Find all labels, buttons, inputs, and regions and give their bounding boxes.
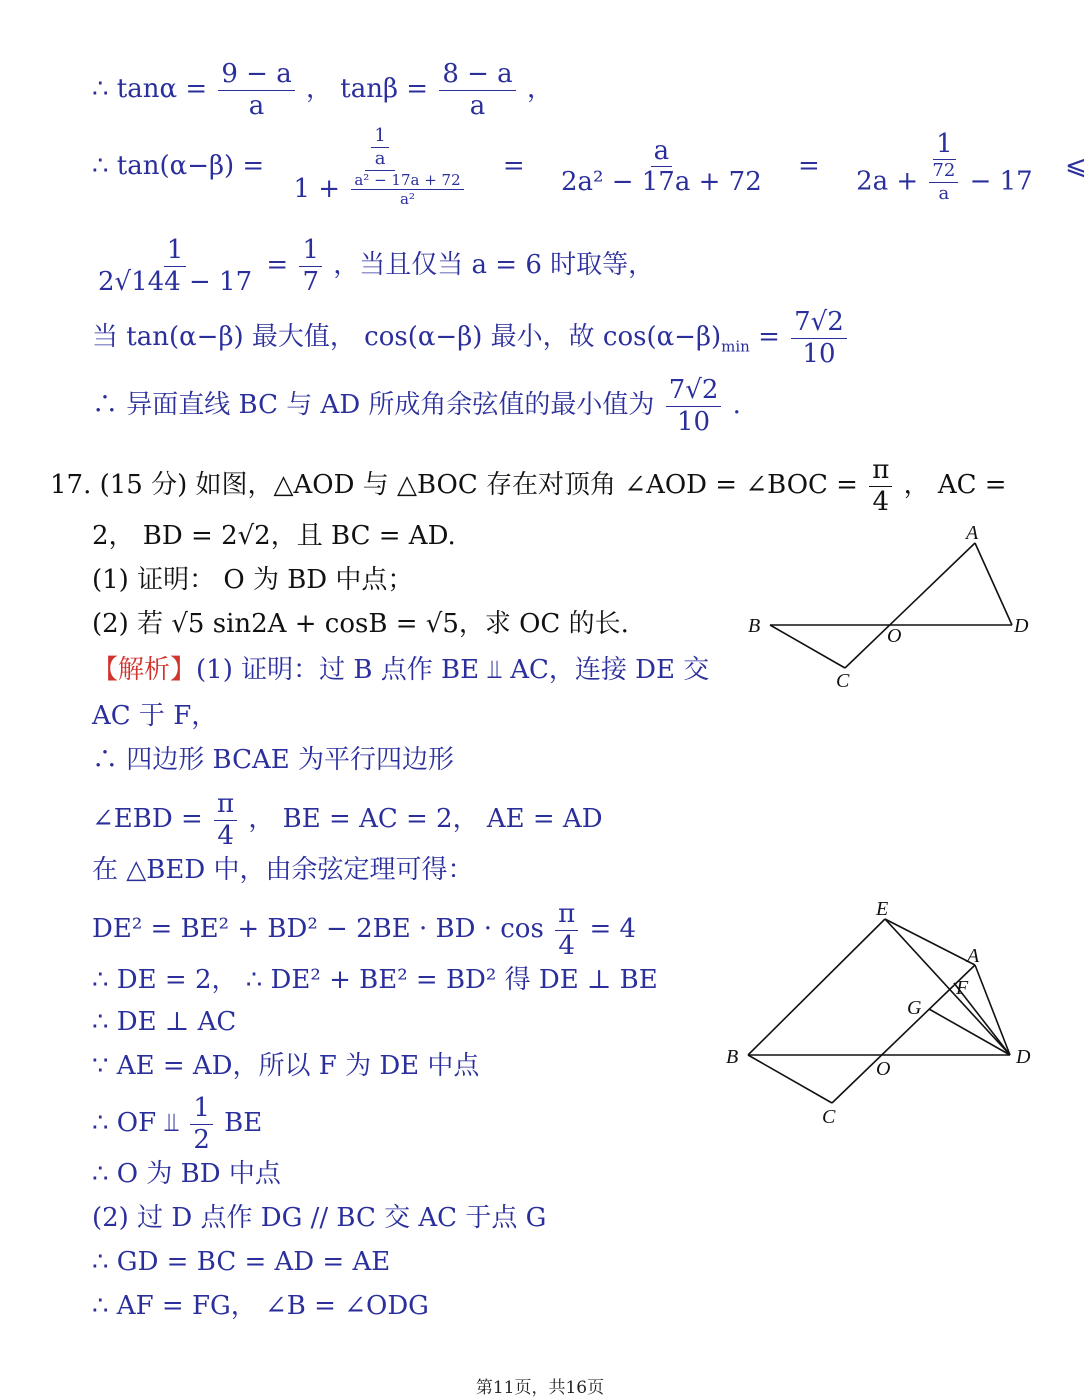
analysis-line-9: ∵ AE = AD，所以 F 为 DE 中点 xyxy=(92,1051,480,1081)
analysis-line-10: ∴ OF ⫫ $\frac{1}{2}$ BE xyxy=(92,1093,263,1155)
label-O: O xyxy=(876,1058,891,1080)
problem-17-line-2: 2， BD = 2√2，且 BC = AD. xyxy=(92,521,456,551)
analysis-line-12: (2) 过 D 点作 DG // BC 交 AC 于点 G xyxy=(92,1203,547,1233)
label-C: C xyxy=(822,1106,836,1128)
label-A: A xyxy=(966,522,979,544)
analysis-line-2: AC 于 F， xyxy=(92,701,218,731)
problem-17-question-2: (2) 若 √5 sin2A + cosB = √5，求 OC 的长. xyxy=(92,609,629,639)
analysis-line-1: 【解析】(1) 证明：过 B 点作 BE ⫫ AC，连接 DE 交 xyxy=(92,655,710,685)
label-G: G xyxy=(907,997,922,1019)
label-F: F xyxy=(956,977,969,999)
label-B: B xyxy=(748,615,761,637)
label-A: A xyxy=(967,945,980,967)
analysis-line-7: ∴ DE = 2， ∴ DE² + BE² = BD² 得 DE ⊥ BE xyxy=(92,965,658,995)
analysis-line-4: ∠EBD = $\frac{\pi}{4}$ ， BE = AC = 2， AE = AD xyxy=(92,789,603,851)
solution-line-5: ∴ 异面直线 BC 与 AD 所成角余弦值的最小值为 $\frac{7√2}{10}$ . xyxy=(92,375,741,437)
label-C: C xyxy=(836,670,850,692)
analysis-line-8: ∴ DE ⊥ AC xyxy=(92,1007,237,1037)
analysis-line-14: ∴ AF = FG， ∠B = ∠ODG xyxy=(92,1291,429,1321)
figure-construction-bcae xyxy=(720,895,1050,1135)
label-D: D xyxy=(1016,1046,1031,1068)
analysis-line-6: DE² = BE² + BD² − 2BE · BD · cos $\frac{\pi}{4}$ = 4 xyxy=(92,899,637,961)
solution-line-3: $\frac{1}{2√144 - 17}$ = $\frac{1}{7}$ ，当且仅当 a = 6 时取等， xyxy=(98,235,655,297)
label-B: B xyxy=(726,1046,739,1068)
analysis-line-13: ∴ GD = BC = AD = AE xyxy=(92,1247,391,1277)
analysis-tag: 【解析】 xyxy=(92,655,197,685)
analysis-line-3: ∴ 四边形 BCAE 为平行四边形 xyxy=(92,745,455,775)
analysis-line-5: 在 △BED 中，由余弦定理可得： xyxy=(92,855,474,885)
label-D: D xyxy=(1014,615,1029,637)
solution-line-4: 当 tan(α−β) 最大值， cos(α−β) 最小，故 $\cos(\alpha-\beta)_{min}$ = $\frac{7√2}{10}$ xyxy=(92,308,850,368)
label-E: E xyxy=(876,898,889,920)
solution-line-2: ∴ tan(α−β) = $\frac{1}{a}$ 1 + $\frac{\text{a² − 17a + 72}}{\text{a²}}$ = $\frac{a}{\text{2a² − 17a + 72}}$ = 1 2a + $\frac{72}{a}$ − 17 ⩽ xyxy=(92,125,1087,209)
figure-triangles-aod-boc xyxy=(740,515,1040,695)
problem-17-line-1: 17. (15 分) 如图，△AOD 与 △BOC 存在对顶角 ∠AOD = ∠BOC = $\frac{\pi}{4}$ ， AC = xyxy=(50,455,1007,517)
analysis-line-11: ∴ O 为 BD 中点 xyxy=(92,1159,281,1189)
label-O: O xyxy=(887,625,902,647)
problem-17-question-1: (1) 证明： O 为 BD 中点； xyxy=(92,565,414,595)
page-footer: 第11页，共16页 xyxy=(475,1378,605,1398)
solution-line-1: ∴ tanα = $\frac{9 - a}{a}$ ， tanβ = $\frac{8 - a}{a}$ ， xyxy=(92,59,553,121)
